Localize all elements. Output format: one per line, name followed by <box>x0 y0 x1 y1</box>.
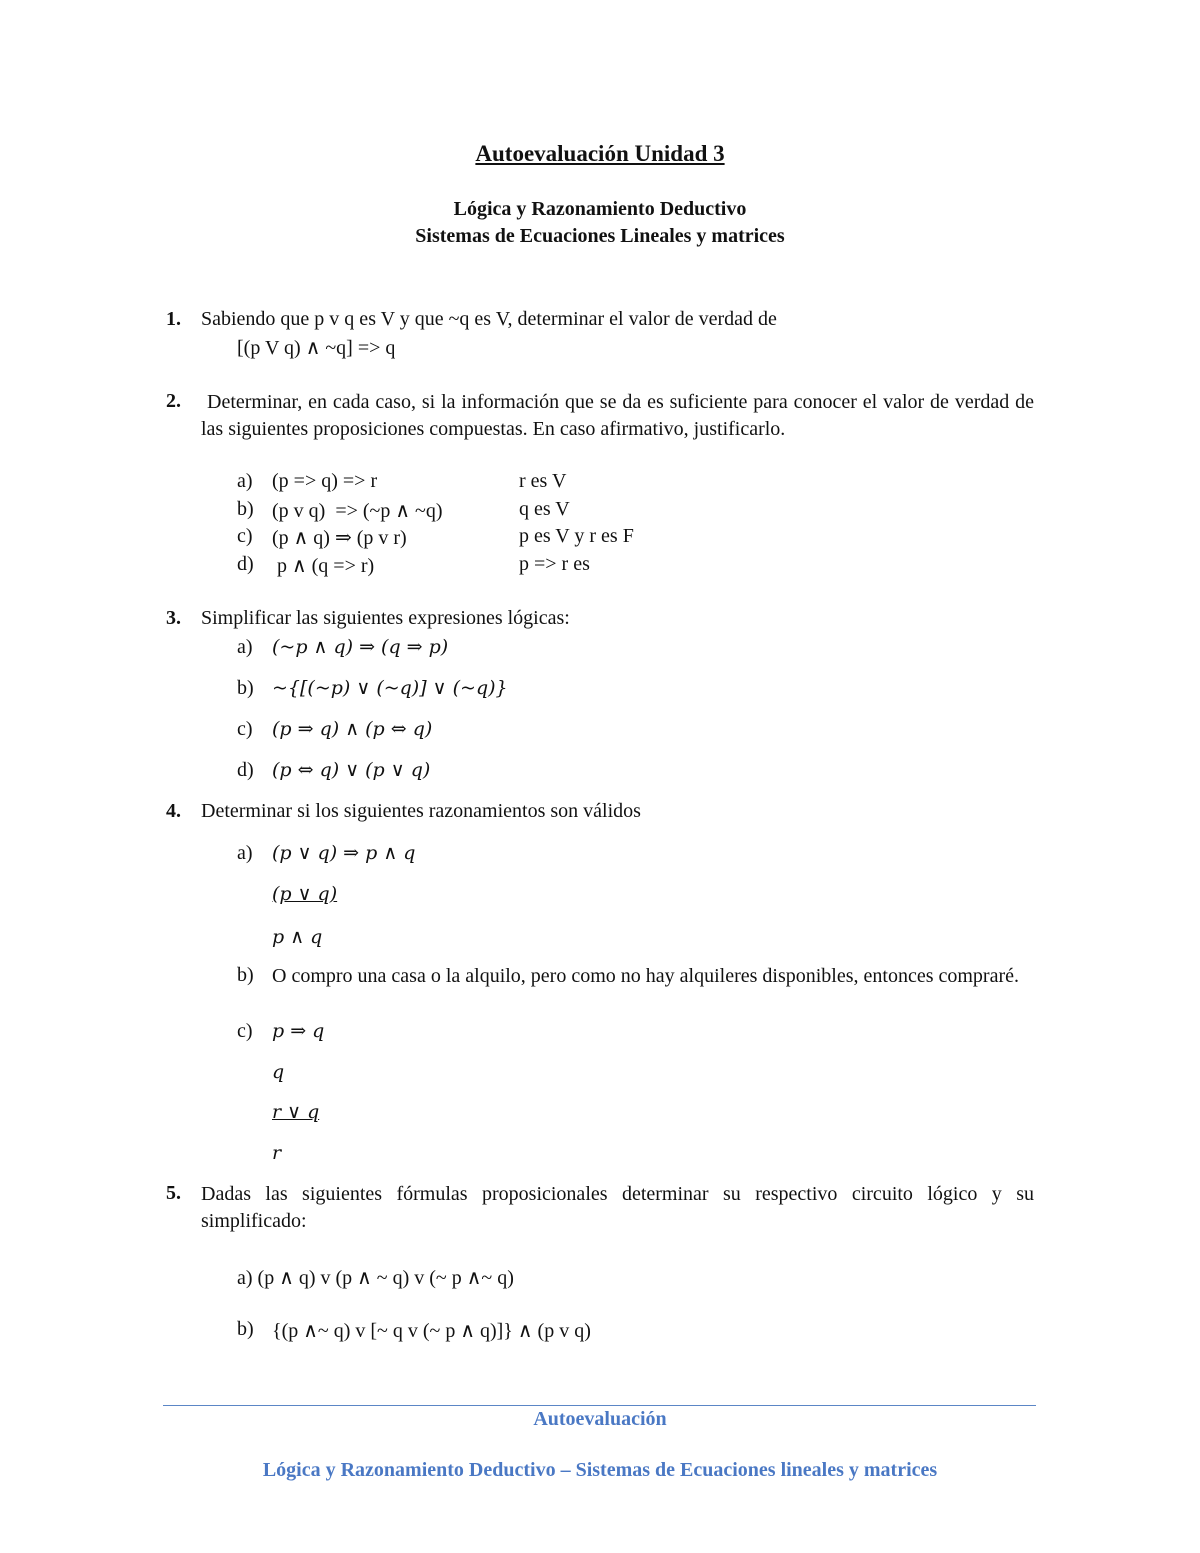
q4b-text: O compro una casa o la alquilo, pero como no hay alquileres disponibles, entonces compraré. <box>272 965 1019 987</box>
q5a-formula: a) (p ∧ q) v (p ∧ ~ q) v (~ p ∧~ q) <box>237 1267 514 1289</box>
q3-item-label: b) <box>237 677 254 699</box>
q4c-conclusion: r <box>272 1142 282 1164</box>
q2-item-label: d) <box>237 553 254 575</box>
q2-number: 2. <box>166 390 181 412</box>
q3-text: Simplificar las siguientes expresiones lógicas: <box>201 607 570 629</box>
q4c-label: c) <box>237 1020 253 1042</box>
page-title: Autoevaluación Unidad 3 <box>475 141 725 166</box>
q4c-premise-2: q <box>272 1061 285 1083</box>
q3-item-expr: (p ⇒ q) ∧ (p ⇔ q) <box>272 718 433 740</box>
q4-number: 4. <box>166 800 181 822</box>
footer-subtitle: Lógica y Razonamiento Deductivo – Sistemas de Ecuaciones lineales y matrices <box>262 1459 938 1481</box>
q2-item-expr: p ∧ (q => r) <box>277 555 375 577</box>
q4a-conclusion: p ∧ q <box>272 926 323 948</box>
q2-item-info: r es V <box>519 470 567 492</box>
q2-item-expr: (p v q) => (~p ∧ ~q) <box>272 500 443 522</box>
q1-formula: [(p V q) ∧ ~q] => q <box>237 337 396 359</box>
q4c-premise-1: p ⇒ q <box>272 1020 325 1042</box>
q4-text: Determinar si los siguientes razonamientos son válidos <box>201 800 641 822</box>
footer-divider <box>163 1405 1036 1406</box>
q2-item-info: p es V y r es F <box>519 525 634 547</box>
q3-item-label: c) <box>237 718 253 740</box>
q5b-label: b) <box>237 1318 254 1340</box>
q4b-label: b) <box>237 964 254 986</box>
q1-text: Sabiendo que p v q es V y que ~q es V, determinar el valor de verdad de <box>201 308 777 330</box>
q3-item-label: d) <box>237 759 254 781</box>
q2-item-expr: (p ∧ q) ⇒ (p v r) <box>272 527 407 549</box>
q4a-label: a) <box>237 842 253 864</box>
q5-text: Dadas las siguientes fórmulas proposicionales determinar su respectivo circuito lógico y su simplificado: <box>201 1183 1034 1232</box>
q2-item-label: b) <box>237 498 254 520</box>
q3-number: 3. <box>166 607 181 629</box>
q3-item-expr: (~p ∧ q) ⇒ (q ⇒ p) <box>272 636 449 658</box>
q4a-premise-1: (p ∨ q) ⇒ p ∧ q <box>272 842 416 864</box>
subtitle-systems: Sistemas de Ecuaciones Lineales y matrices <box>415 225 785 247</box>
q5-number: 5. <box>166 1182 181 1204</box>
q4c-premise-3: r ∨ q <box>272 1101 320 1123</box>
q2-item-label: a) <box>237 470 253 492</box>
q3-item-expr: (p ⇔ q) ∨ (p ∨ q) <box>272 759 431 781</box>
q5b-formula: {(p ∧~ q) v [~ q v (~ p ∧ q)]} ∧ (p v q) <box>272 1320 591 1342</box>
q3-item-expr: ~{[(~p) ∨ (~q)] ∨ (~q)} <box>272 677 508 699</box>
q2-item-info: p => r es <box>519 553 590 575</box>
q2-item-label: c) <box>237 525 253 547</box>
q2-item-expr: (p => q) => r <box>272 470 378 492</box>
footer-title: Autoevaluación <box>533 1408 667 1430</box>
q2-item-info: q es V <box>519 498 570 520</box>
q4a-premise-2: (p ∨ q) <box>272 883 338 905</box>
q2-text: Determinar, en cada caso, si la información que se da es suficiente para conocer el valor de verdad de las siguientes proposiciones compuestas. En caso afirmativo, justificarlo. <box>201 391 1034 440</box>
q3-item-label: a) <box>237 636 253 658</box>
q1-number: 1. <box>166 308 181 330</box>
subtitle-logic: Lógica y Razonamiento Deductivo <box>453 198 747 220</box>
